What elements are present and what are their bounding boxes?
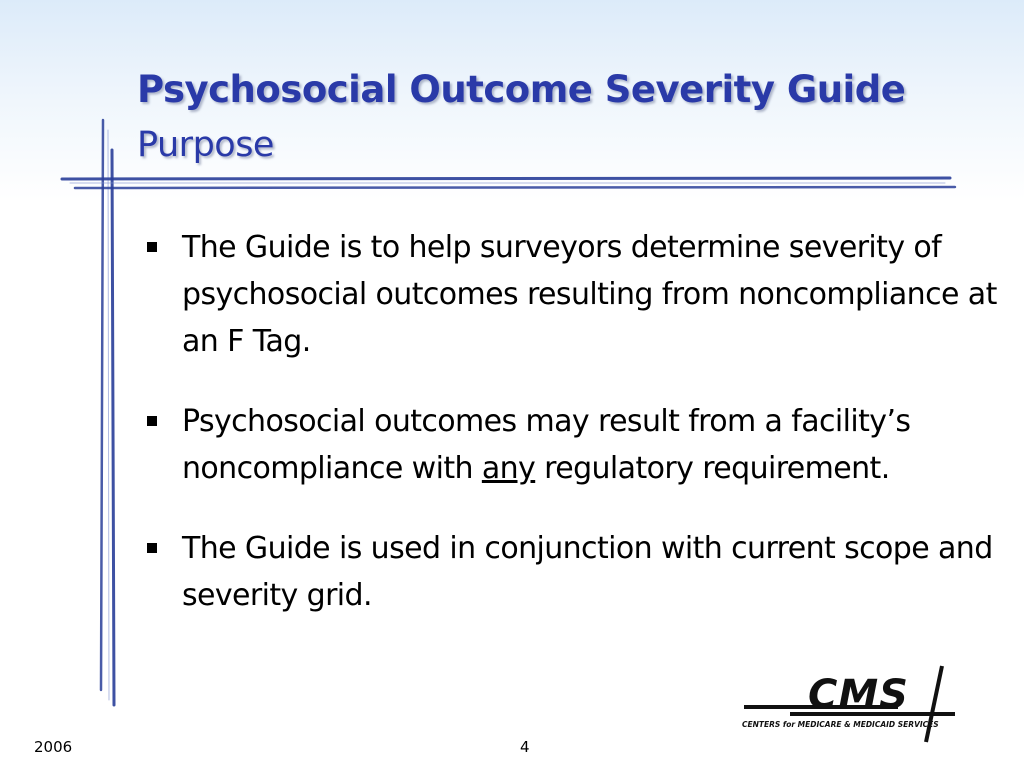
bullet-text-emphasis: any [481, 451, 536, 486]
cms-logo-icon [730, 664, 960, 744]
bullet-text: The Guide is to help surveyors determine severity of psychosocial outcomes resulting from noncompliance at an F Tag. [182, 230, 997, 359]
bullet-item [145, 224, 1005, 365]
footer-year: 2006 [34, 738, 73, 756]
slide-subtitle: Purpose [137, 125, 274, 165]
cms-wordmark: CMS [808, 672, 909, 718]
bullet-text-after: regulatory requirement. [535, 451, 890, 486]
bullet-text: The Guide is used in conjunction with current scope and severity grid. [182, 531, 993, 613]
bullet-item [145, 398, 1005, 492]
cms-tagline: CENTERS for MEDICARE & MEDICAID SERVICES [742, 720, 939, 729]
page-number: 4 [520, 738, 530, 756]
slide-title: Psychosocial Outcome Severity Guide [137, 68, 906, 111]
bullet-list [145, 224, 1005, 652]
bullet-item [145, 525, 1005, 619]
square-bullet-icon [147, 242, 157, 252]
bullet-text-before: Psychosocial outcomes may result from a facility’s noncompliance with [182, 404, 911, 486]
square-bullet-icon [147, 416, 157, 426]
square-bullet-icon [147, 543, 157, 553]
